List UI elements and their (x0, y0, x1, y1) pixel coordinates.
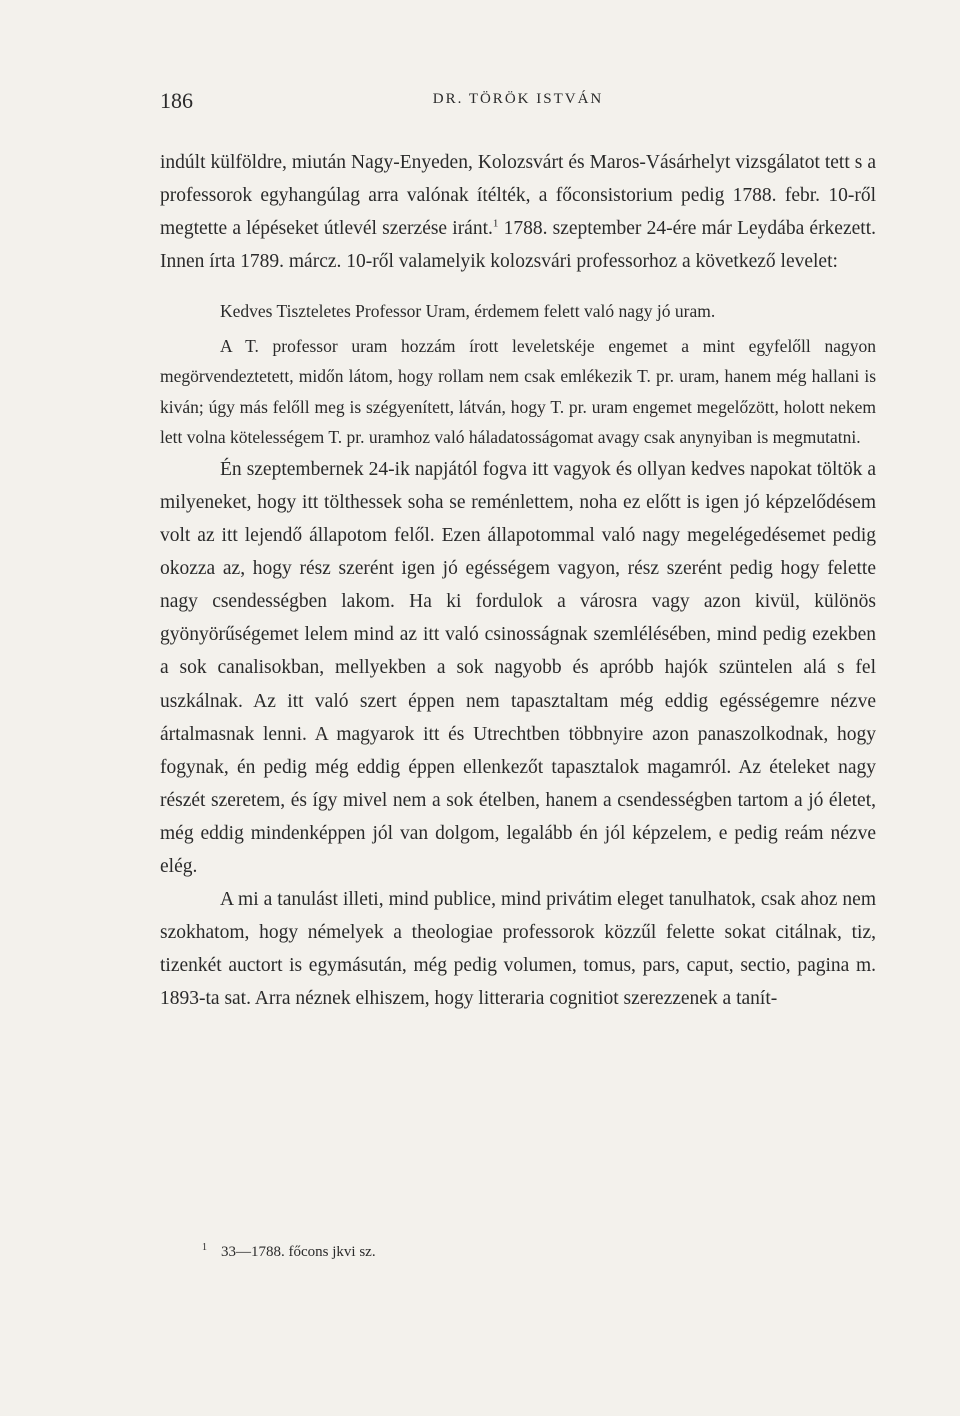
footnote (202, 1242, 376, 1261)
paragraph-intro-text: indúlt külföldre, miután Nagy-Enyeden, Kolozsvárt és Maros-Vásárhelyt vizsgálatot tett s a professorok egyhangúlag arra valónak ítélték, a főconsistorium pedig 1788. febr. 10-ről megtette a lépéseket útlevél szerzése iránt. (160, 152, 876, 240)
letter-paragraph: A T. professor uram hozzám írott leveletskéje engemet a mint egyfelőll nagyon megörvendeztetett, midőn látom, hogy rollam nem csak emlékezik T. pr. uram, hanem még hallani is kiván; úgy más felőll meg is szégyenített, látván, hogy T. pr. uram engemet megelőzött, holott nekem lett volna kötelességem T. pr. uramhoz való háladatosságomat avagy csak anynyiban is megmutatni. (160, 335, 876, 448)
body-text (160, 146, 876, 1015)
footnote-mark: 1 (202, 1242, 207, 1253)
letter-paragraph-stay: Én szeptembernek 24-ik napjától fogva itt vagyok és ollyan kedves napokat töltök a milyeneket, hogy itt tölthessek soha se reménlettem, noha ez előtt is igen jó képzelődésem volt az itt lejendő állapotom felől. Ezen állapotommal való nagy megelégedésemet pedig okozza az, hogy rész szerént igen jó egésségem vagyon, rész szerént pedig hogy felette nagy csendességben lakom. Ha ki fordulok a városra vagy azon kivül, különös gyönyörűségemet lelem mind az itt való csinosságnak szemlélésében, mind pedig ezekben a sok canalisokban, mellyekben a sok nagyobb és apróbb hajók szüntelen alá s fel uszkálnak. Az itt való szert éppen nem tapasztaltam még eddig egésségemre nézve ártalmasnak lenni. A magyarok itt és Utrechtben többnyire azon panaszolkodnak, hogy fogynak, én pedig még eddig éppen ellenkezőt tapasztalok magamról. Az ételeket nagy részét szeretem, és így mivel nem a sok ételben, hanem a csendességben tartom a jó életet, még eddig mindenképpen jól van dolgom, legalább én jól képzelem, e pedig reám nézve elég. (160, 458, 876, 877)
letter-paragraph-studies: A mi a tanulást illeti, mind publice, mind privátim eleget tanulhatok, csak ahoz nem szokhatom, hogy némelyek a theologiae professorok közzűl felette sokat citálnak, tiz, tizenkét auctort is egymásután, még pedig volumen, tomus, pars, caput, sectio, pagina m. 1893-ta sat. Arra néznek elhiszem, hogy litteraria cognitiot szerezzenek a tanít- (160, 889, 876, 1010)
footnote-reference: 1 (492, 217, 499, 230)
paragraph-intro-continuation: 1788. szeptember 24-ére már Leydába érkezett. Innen írta 1789. márcz. 10-ről valamelyik kolozsvári professorhoz a következő levelet: (160, 218, 876, 273)
page-header (160, 88, 876, 124)
letter-salutation: Kedves Tiszteletes Professor Uram, érdemem felett való nagy jó uram. (220, 301, 716, 322)
footnote-text: 33—1788. főcons jkvi sz. (221, 1244, 376, 1260)
paragraph-intro (160, 146, 876, 278)
page-number: 186 (160, 88, 193, 113)
running-head: DR. TÖRÖK ISTVÁN (432, 91, 604, 107)
